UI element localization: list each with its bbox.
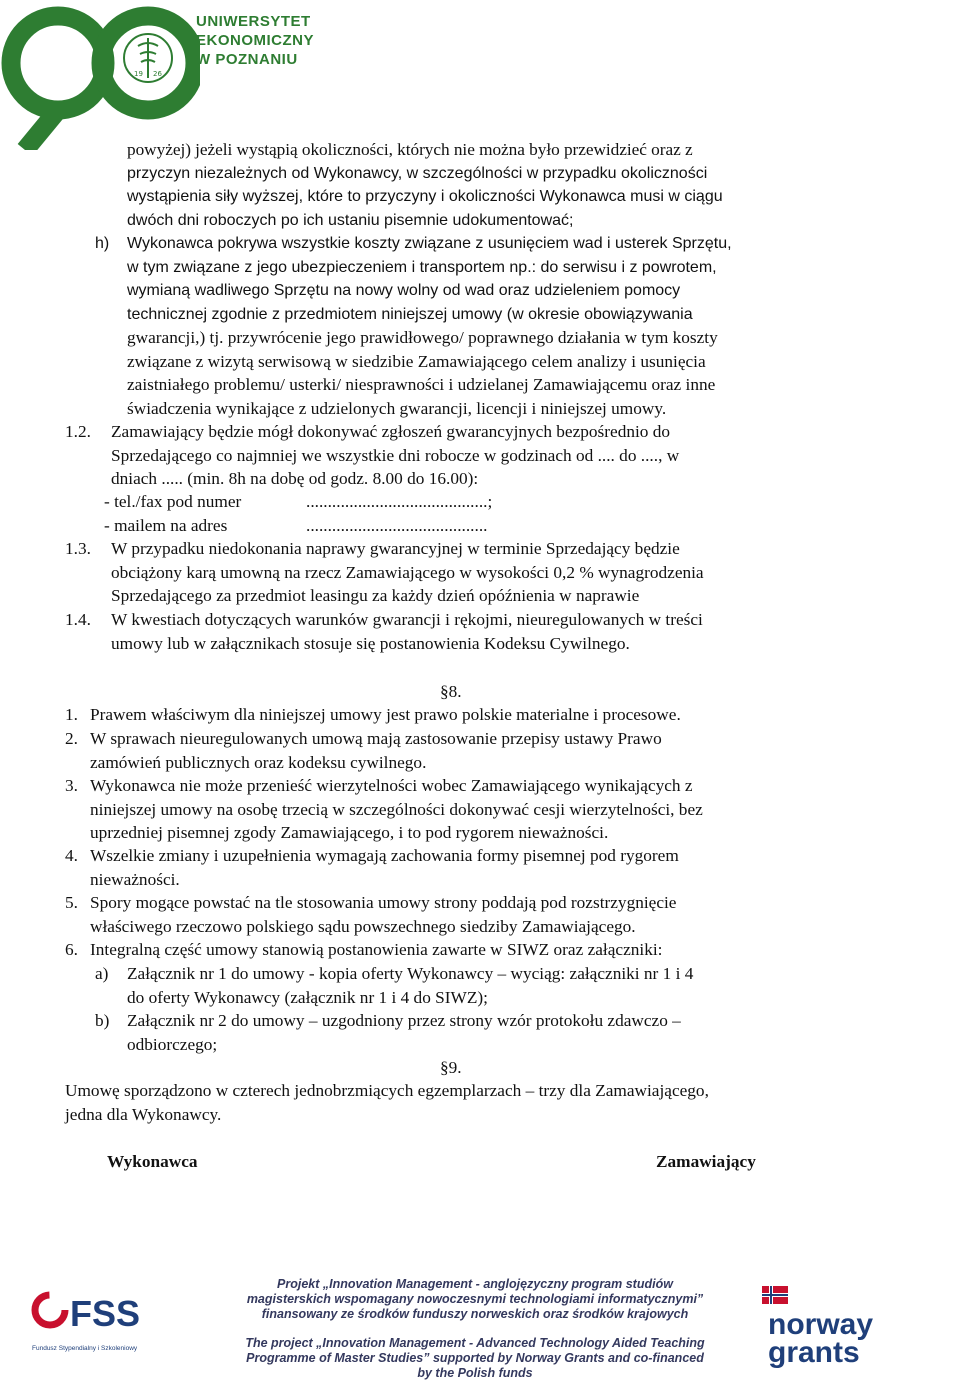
s8-item-label: 4. — [65, 846, 78, 865]
contact-mail-label: - mailem na adres — [104, 516, 228, 535]
text-line: Załącznik nr 2 do umowy – uzgodniony przez strony wzór protokołu zdawczo – — [127, 1011, 681, 1030]
text-line: zamówień publicznych oraz kodeksu cywilnego. — [90, 752, 427, 772]
text-line: Załącznik nr 1 do umowy - kopia oferty Wykonawcy – wyciąg: załączniki nr 1 i 4 — [127, 964, 694, 983]
text-line: dniach ..... (min. 8h na dobę od godz. 8.00 do 16.00): — [111, 469, 479, 488]
text-line: Sprzedającego za przedmiot leasingu za każdy dzień opóźnienia w naprawie — [111, 586, 640, 605]
s8-sub-b-text — [127, 1009, 681, 1056]
s8-sub-a-text — [127, 962, 693, 1009]
contact-tel-value: ..........................................; — [306, 492, 493, 511]
text-line: związane z wizytą serwisową w siedzibie Zamawiającego celem analizy i usunięcia — [127, 351, 706, 371]
section-9-text — [65, 1079, 709, 1126]
footer-line: Projekt „Innovation Management - anglojęzyczny program studiów — [277, 1277, 673, 1291]
text-line: właściwego rzeczowo polskiego sądu powszechnego siedziby Zamawiającego. — [90, 916, 636, 936]
text-line: przyczyn niezależnych od Wykonawcy, w szczególności w przypadku okoliczności — [127, 164, 708, 182]
svg-text:FSS: FSS — [70, 1293, 141, 1334]
text-line: świadczenia wynikające z udzielonych gwarancji, licencji i niniejszej umowy. — [127, 398, 667, 418]
text-line: uprzedniej pisemnej zgody Zamawiającego, i to pod rygorem nieważności. — [90, 823, 609, 842]
s8-item-6-text — [90, 938, 662, 962]
s8-item-label: 5. — [65, 893, 78, 912]
text-line: Umowę sporządzono w czterech jednobrzmiących egzemplarzach – trzy dla Zamawiającego, — [65, 1081, 709, 1100]
s8-item-2-text — [90, 727, 662, 774]
text-line: do oferty Wykonawcy (załącznik nr 1 i 4 do SIWZ); — [127, 987, 488, 1007]
s8-item-label: 3. — [65, 776, 78, 795]
s8-sub-label: a) — [95, 964, 109, 983]
s8-item-1-text — [90, 703, 681, 727]
svg-text:Fundusz Stypendialny i Szkolen: Fundusz Stypendialny i Szkoleniowy — [32, 1345, 138, 1352]
signature-client: Zamawiający — [656, 1152, 756, 1171]
clause-1-3-text — [111, 537, 841, 608]
s8-item-3-text — [90, 774, 703, 845]
university-line-1: UNIWERSYTET — [196, 13, 311, 30]
text-line: Zamawiający będzie mógł dokonywać zgłoszeń gwarancyjnych bezpośrednio do — [111, 422, 671, 441]
clause-1-4-label: 1.4. — [65, 610, 91, 629]
point-h-text — [127, 232, 847, 326]
text-line: w tym związane z jego ubezpieczeniem i transportem np.: do serwisu i z powrotem, — [127, 258, 717, 276]
text-line: wystąpienia siły wyższej, które to przyczyny i okoliczności Wykonawca musi w ciągu — [127, 188, 723, 205]
footer-line: Programme of Master Studies” supported by Norway Grants and co-financed — [246, 1351, 704, 1365]
svg-text:26: 26 — [153, 70, 162, 78]
text-line: odbiorczego; — [127, 1034, 218, 1054]
footer-project-en — [150, 1336, 800, 1381]
text-line: Sprzedającego co najmniej we wszystkie dni robocze w godzinach od .... do ...., w — [111, 445, 680, 465]
svg-text:19: 19 — [134, 70, 143, 78]
text-line: Wszelkie zmiany i uzupełnienia wymagają zachowania formy pisemnej pod rygorem — [90, 846, 679, 865]
text-line: Integralną część umowy stanowią postanowienia zawarte w SIWZ oraz załączniki: — [90, 940, 663, 959]
text-line: umowy lub w załącznikach stosuje się postanowienia Kodeksu Cywilnego. — [111, 633, 630, 653]
footer-line: by the Polish funds — [417, 1366, 533, 1380]
text-line: Wykonawca pokrywa wszystkie koszty związane z usunięciem wad i usterek Sprzętu, — [127, 235, 732, 252]
text-line: nieważności. — [90, 869, 180, 889]
clause-1-2-label: 1.2. — [65, 422, 91, 441]
seal-icon — [124, 34, 172, 82]
text-line: Prawem właściwym dla niniejszej umowy jest prawo polskie materialne i procesowe. — [90, 705, 681, 724]
contact-mail-value: .......................................... — [306, 516, 488, 535]
text-line: wymianą wadliwego Sprzętu na nowy wolny od wad oraz udzieleniem pomocy — [127, 282, 681, 299]
clause-1-2-text — [111, 420, 841, 491]
text-line: Wykonawca nie może przenieść wierzytelności wobec Zamawiającego wynikających z — [90, 776, 693, 795]
fss-logo — [30, 1282, 145, 1372]
footer-line: The project „Innovation Management - Advanced Technology Aided Teaching — [245, 1336, 705, 1350]
section-9-heading: §9. — [440, 1058, 462, 1077]
text-line: W sprawach nieuregulowanych umową mają zastosowanie przepisy ustawy Prawo — [90, 729, 662, 748]
text-line: gwarancji,) tj. przywrócenie jego prawidłowego/ poprawnego działania w tym koszty — [127, 328, 718, 347]
clause-1-4-text — [111, 608, 841, 655]
point-h-text-cont — [127, 326, 847, 420]
s8-item-label: 2. — [65, 729, 78, 748]
university-name — [196, 12, 314, 69]
university-line-2: EKONOMICZNY — [196, 32, 314, 49]
footer-line: magisterskich wspomagany nowoczesnymi technologiami informatycznymi” — [246, 1292, 704, 1306]
text-line: niniejszej umowy na osobę trzecią w szczególności dokonywać cesji wierzytelności, bez — [90, 799, 703, 819]
text-line: W kwestiach dotyczących warunków gwarancji i rękojmi, nieuregulowanych w treści — [111, 610, 703, 629]
university-line-3: W POZNANIU — [196, 51, 298, 68]
text-line: technicznej zgodnie z przedmiotem niniejszej umowy (w okresie obowiązywania — [127, 305, 693, 323]
footer-project-pl — [150, 1277, 800, 1322]
contact-tel-label: - tel./fax pod numer — [104, 492, 242, 511]
section-8-heading: §8. — [440, 682, 462, 701]
text-line: dwóch dni roboczych po ich ustaniu pisemnie udokumentować; — [127, 211, 574, 229]
signature-contractor: Wykonawca — [107, 1152, 198, 1171]
s8-item-5-text — [90, 891, 676, 938]
point-h-label: h) — [95, 235, 110, 252]
text-line: powyżej) jeżeli wystąpią okoliczności, których nie można było przewidzieć oraz z — [127, 140, 693, 159]
svg-text:norway: norway — [768, 1308, 874, 1341]
s8-item-label: 6. — [65, 940, 78, 959]
text-line: Spory mogące powstać na tle stosowania umowy strony poddają pod rozstrzygnięcie — [90, 893, 677, 912]
text-line: W przypadku niedokonania naprawy gwarancyjnej w terminie Sprzedający będzie — [111, 539, 680, 558]
s8-item-4-text — [90, 844, 679, 891]
point-g-continuation — [127, 138, 839, 232]
university-90-logo — [0, 0, 200, 150]
s8-item-label: 1. — [65, 705, 78, 724]
svg-text:grants: grants — [768, 1336, 860, 1369]
footer-line: finansowany ze środków funduszy norweskich oraz środków krajowych — [261, 1307, 689, 1321]
text-line: zaistniałego problemu/ usterki/ niesprawności i udzielanej Zamawiającemu oraz inne — [127, 375, 716, 394]
clause-1-3-label: 1.3. — [65, 539, 91, 558]
text-line: jedna dla Wykonawcy. — [65, 1104, 222, 1124]
norway-grants-logo — [762, 1282, 902, 1372]
text-line: obciążony karą umowną na rzecz Zamawiającego w wysokości 0,2 % wynagrodzenia — [111, 562, 704, 582]
s8-sub-label: b) — [95, 1011, 110, 1030]
norway-flag-icon — [762, 1286, 788, 1304]
